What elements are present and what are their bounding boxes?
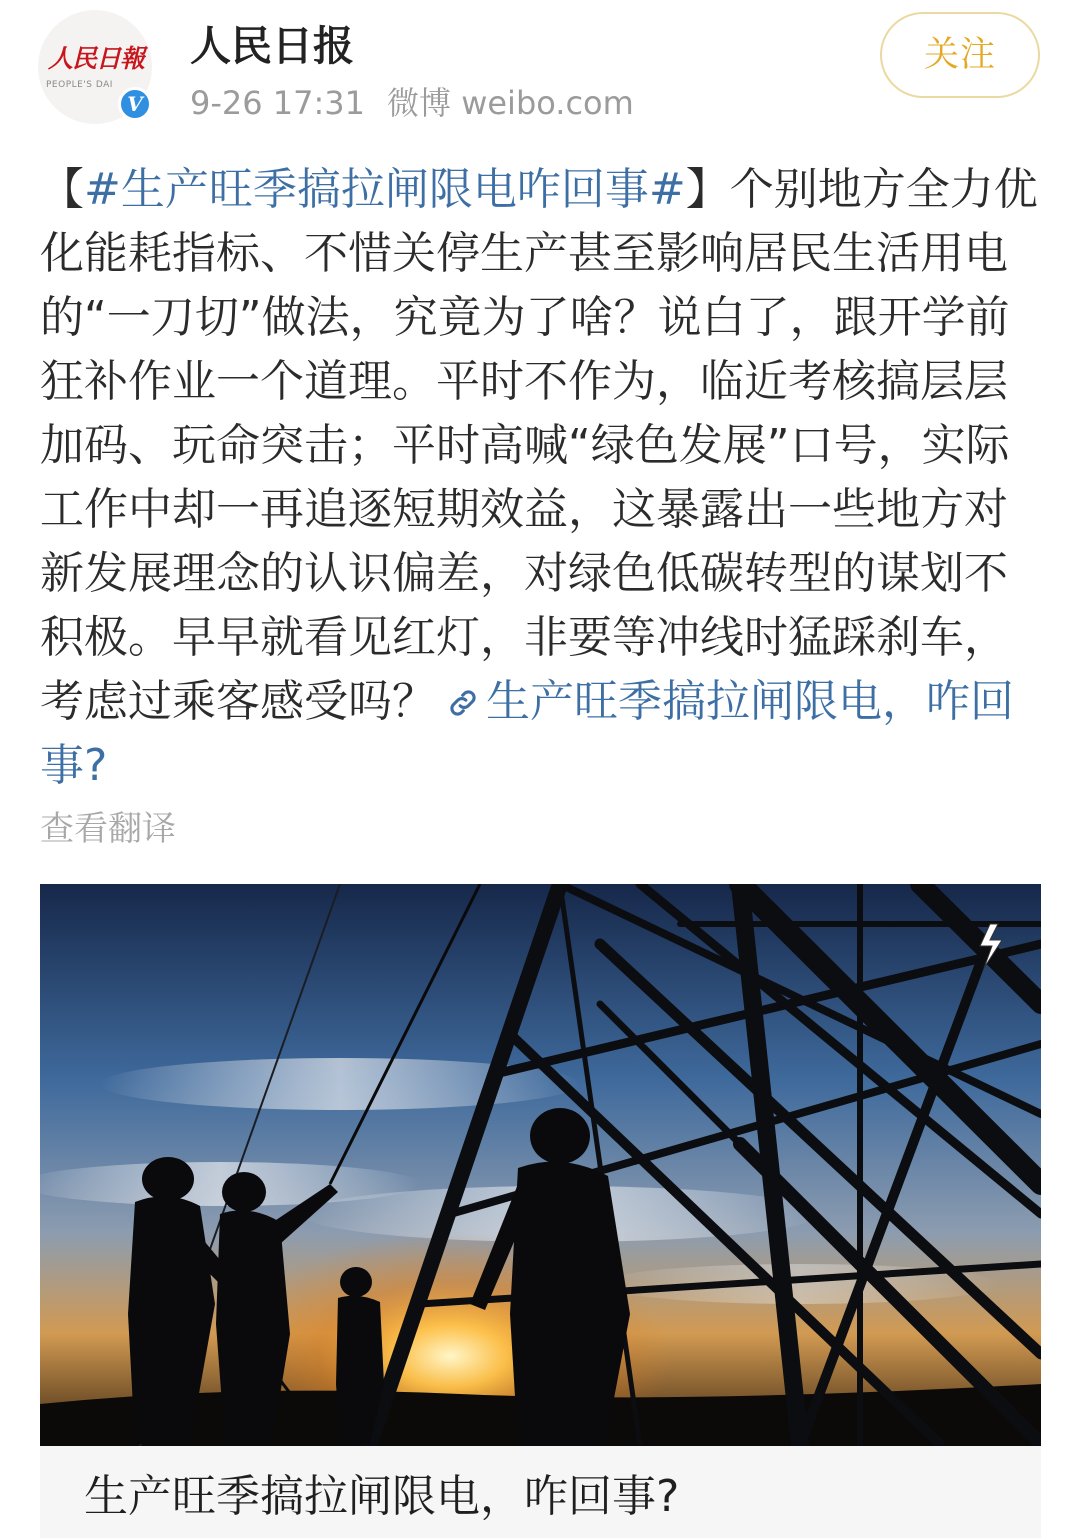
article-link[interactable]: 生产旺季搞拉闸限电，咋回事? [40, 676, 1014, 791]
post-meta [190, 80, 634, 126]
link-icon [446, 686, 480, 720]
follow-button[interactable]: 关注 [880, 12, 1040, 98]
avatar-subtitle: PEOPLE'S DAI [46, 80, 113, 90]
post-source: 微博 weibo.com [387, 84, 634, 122]
topic-bracket-close: 】 [685, 164, 730, 215]
view-translation-button[interactable]: 查看翻译 [40, 809, 176, 849]
topic-bracket-open: 【 [40, 164, 84, 215]
post-body: 个别地方全力优化能耗指标、不惜关停生产甚至影响居民生活用电的“一刀切”做法，究竟为了啥？说白了，跟开学前狂补作业一个道理。平时不作为，临近考核搞层层加码、玩命突击；平时高喊“绿色发展”口号，实际工作中却一再追逐短期效益，这暴露出一些地方对新发展理念的认识偏差，对绿色低碳转型的谋划不积极。早早就看见红灯，非要等冲线时猛踩刹车，考虑过乘客感受吗？ [40, 164, 1038, 727]
verified-badge-icon: V [118, 87, 152, 121]
post-timestamp: 9-26 17:31 [190, 84, 366, 122]
article-card-image[interactable] [40, 884, 1041, 1446]
sunset-power-tower-illustration [40, 884, 1041, 1446]
topic-hashtag-link[interactable]: #生产旺季搞拉闸限电咋回事# [84, 164, 686, 215]
account-name[interactable]: 人民日报 [190, 22, 354, 70]
post-header [0, 0, 1080, 140]
article-card[interactable] [40, 884, 1041, 1538]
peoples-daily-logo: 人民日報 [47, 44, 144, 73]
article-card-title[interactable]: 生产旺季搞拉闸限电，咋回事? [84, 1471, 680, 1522]
post-text [40, 158, 1040, 798]
